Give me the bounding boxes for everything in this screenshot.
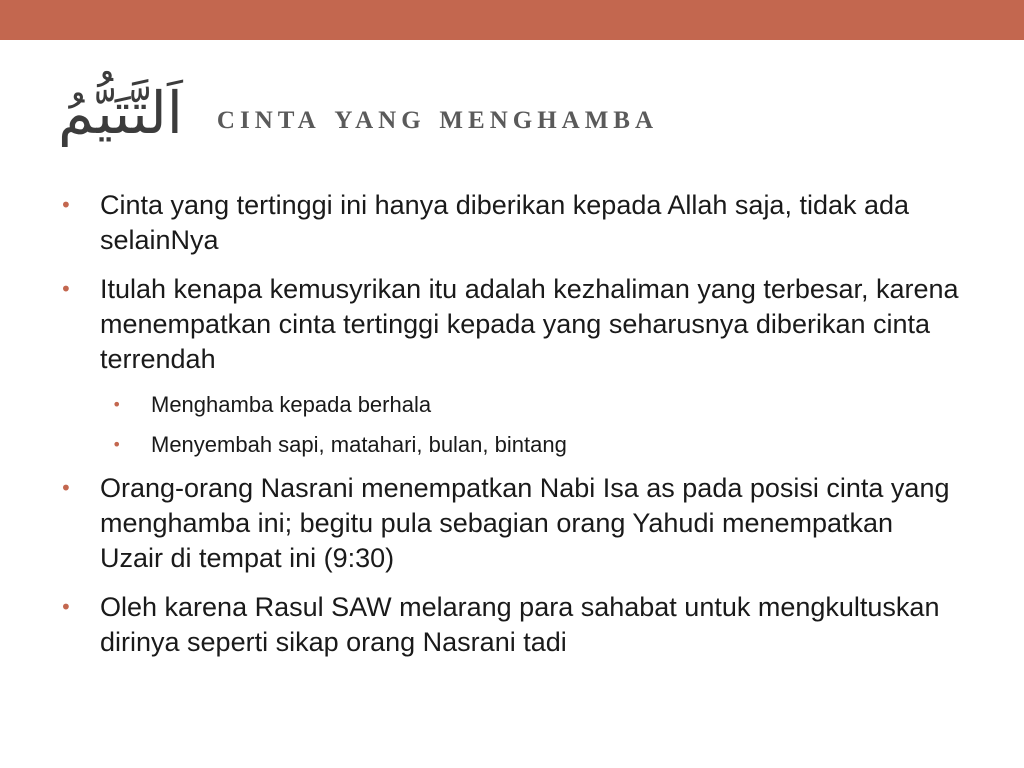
bullet-text: Cinta yang tertinggi ini hanya diberikan kepada Allah saja, tidak ada selainNya [100, 190, 910, 255]
bullet-text: Itulah kenapa kemusyrikan itu adalah kezhaliman yang terbesar, karena menempatkan cinta tertinggi kepada yang seharusnya diberikan cinta terrendah [100, 274, 959, 374]
bullet-item [60, 188, 960, 258]
top-accent-bar [0, 0, 1024, 40]
bullet-dot-icon: • [60, 193, 72, 217]
bullet-dot-icon: • [60, 476, 72, 500]
arabic-heading: اَلتَّتَيُّمُ [58, 79, 183, 147]
bullet-text: Orang-orang Nasrani menempatkan Nabi Isa as pada posisi cinta yang menghamba ini; begitu pula sebagian orang Yahudi menempatkan Uzair di tempat ini (9:30) [100, 473, 950, 573]
title-row [58, 58, 658, 168]
sub-bullet-text: Menyembah sapi, matahari, bulan, bintang [151, 432, 567, 457]
bullet-dot-icon: • [60, 277, 72, 301]
bullet-dot-icon: • [112, 435, 122, 454]
bullet-dot-icon: • [60, 595, 72, 619]
sub-bullet-text: Menghamba kepada berhala [151, 392, 432, 417]
bullet-list [60, 188, 960, 674]
bullet-item [60, 272, 960, 377]
sub-bullet-item [60, 391, 960, 419]
bullet-item [60, 590, 960, 660]
sub-bullet-item [60, 431, 960, 459]
slide-title: cinta yang menghamba [216, 97, 659, 136]
bullet-text: Oleh karena Rasul SAW melarang para sahabat untuk mengkultuskan dirinya seperti sikap orang Nasrani tadi [100, 592, 940, 657]
bullet-dot-icon: • [112, 395, 122, 414]
bullet-item [60, 471, 960, 576]
